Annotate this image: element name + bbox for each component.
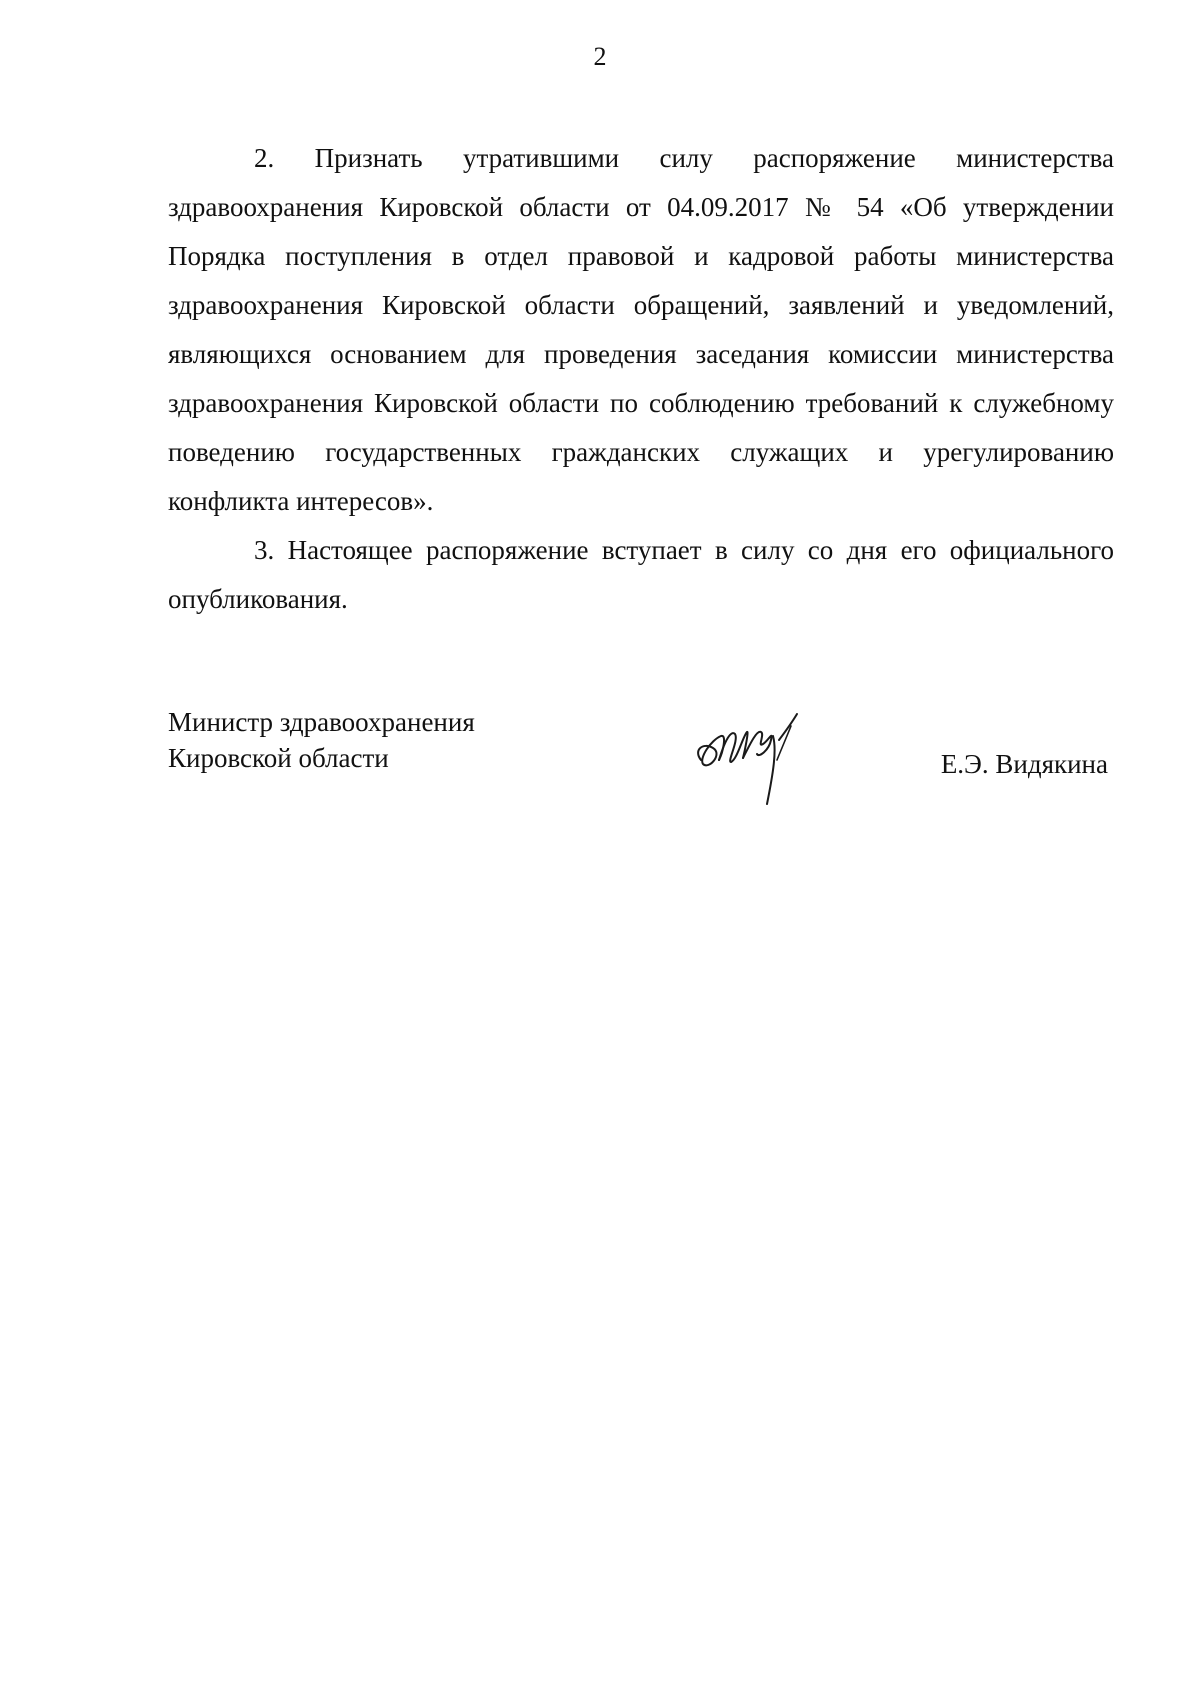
signatory-position-line-1: Министр здравоохранения — [168, 707, 475, 737]
signatory-position — [168, 704, 475, 776]
signatory-position-line-2: Кировской области — [168, 743, 389, 773]
paragraph-item-2: 2. Признать утратившими силу распоряжение министерства здравоохранения Кировской области от 04.09.2017 № 54 «Об утверждении Порядка поступления в отдел правовой и кадровой работы министерства здравоохранения Кировской области обращений, заявлений и уведомлений, являющихся основанием для проведения заседания комиссии министерства здравоохранения Кировской области по соблюдению требований к служебному поведению государственных гражданских служащих и урегулированию конфликта интересов». — [168, 143, 1114, 516]
signatory-name: Е.Э. Видякина — [940, 749, 1108, 779]
signature-block — [168, 704, 1114, 824]
document-body — [168, 134, 1114, 624]
handwritten-signature-icon — [673, 700, 823, 810]
paragraph-item-3: 3. Настоящее распоряжение вступает в силу со дня его официального опубликования. — [168, 535, 1114, 614]
page-number: 2 — [593, 42, 607, 71]
